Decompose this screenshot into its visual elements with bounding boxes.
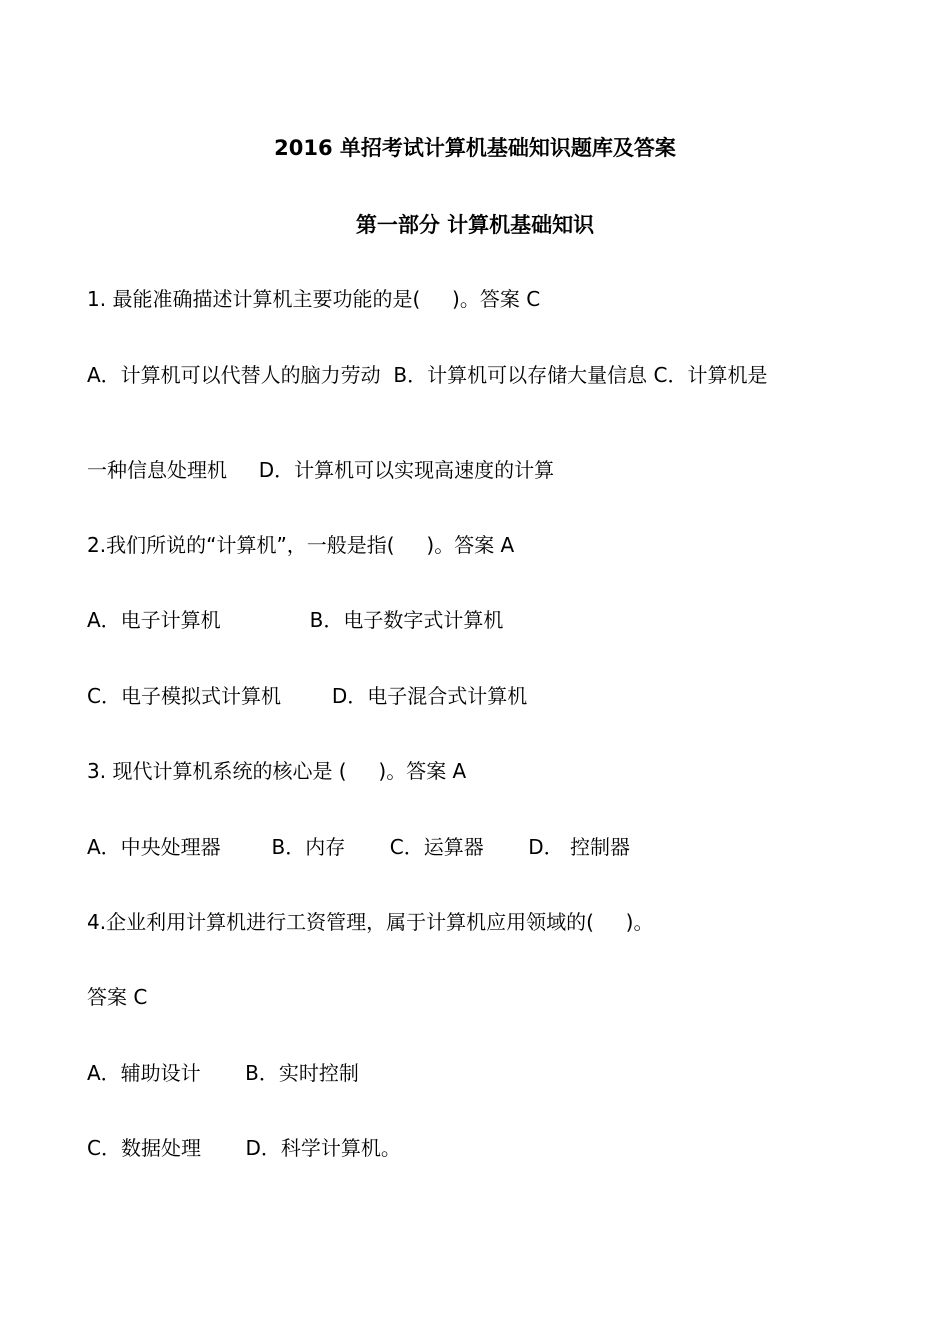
question-4-options-line-1: A．辅助设计 B．实时控制: [87, 1061, 359, 1085]
question-2-options-line-1: A．电子计算机 B．电子数字式计算机: [87, 608, 504, 632]
question-2-options-line-2: C．电子模拟式计算机 D．电子混合式计算机: [87, 684, 528, 708]
question-4: 4.企业利用计算机进行工资管理，属于计算机应用领域的( )。: [87, 910, 654, 934]
section-title: 第一部分 计算机基础知识: [355, 213, 595, 237]
question-4-options-line-2: C．数据处理 D．科学计算机。: [87, 1136, 401, 1160]
question-1: 1. 最能准确描述计算机主要功能的是( )。答案 C: [87, 287, 541, 311]
question-1-options-line-2: 一种信息处理机 D．计算机可以实现高速度的计算: [87, 458, 555, 482]
question-3: 3. 现代计算机系统的核心是 ( )。答案 A: [87, 759, 467, 783]
question-1-options-line-1: A．计算机可以代替人的脑力劳动 B．计算机可以存储大量信息 C．计算机是: [87, 363, 768, 387]
question-4-answer: 答案 C: [87, 985, 148, 1009]
question-3-options: A．中央处理器 B．内存 C．运算器 D． 控制器: [87, 835, 630, 859]
question-2: 2.我们所说的“计算机”，一般是指( )。答案 A: [87, 533, 515, 557]
document-title: 2016 单招考试计算机基础知识题库及答案: [274, 136, 676, 160]
